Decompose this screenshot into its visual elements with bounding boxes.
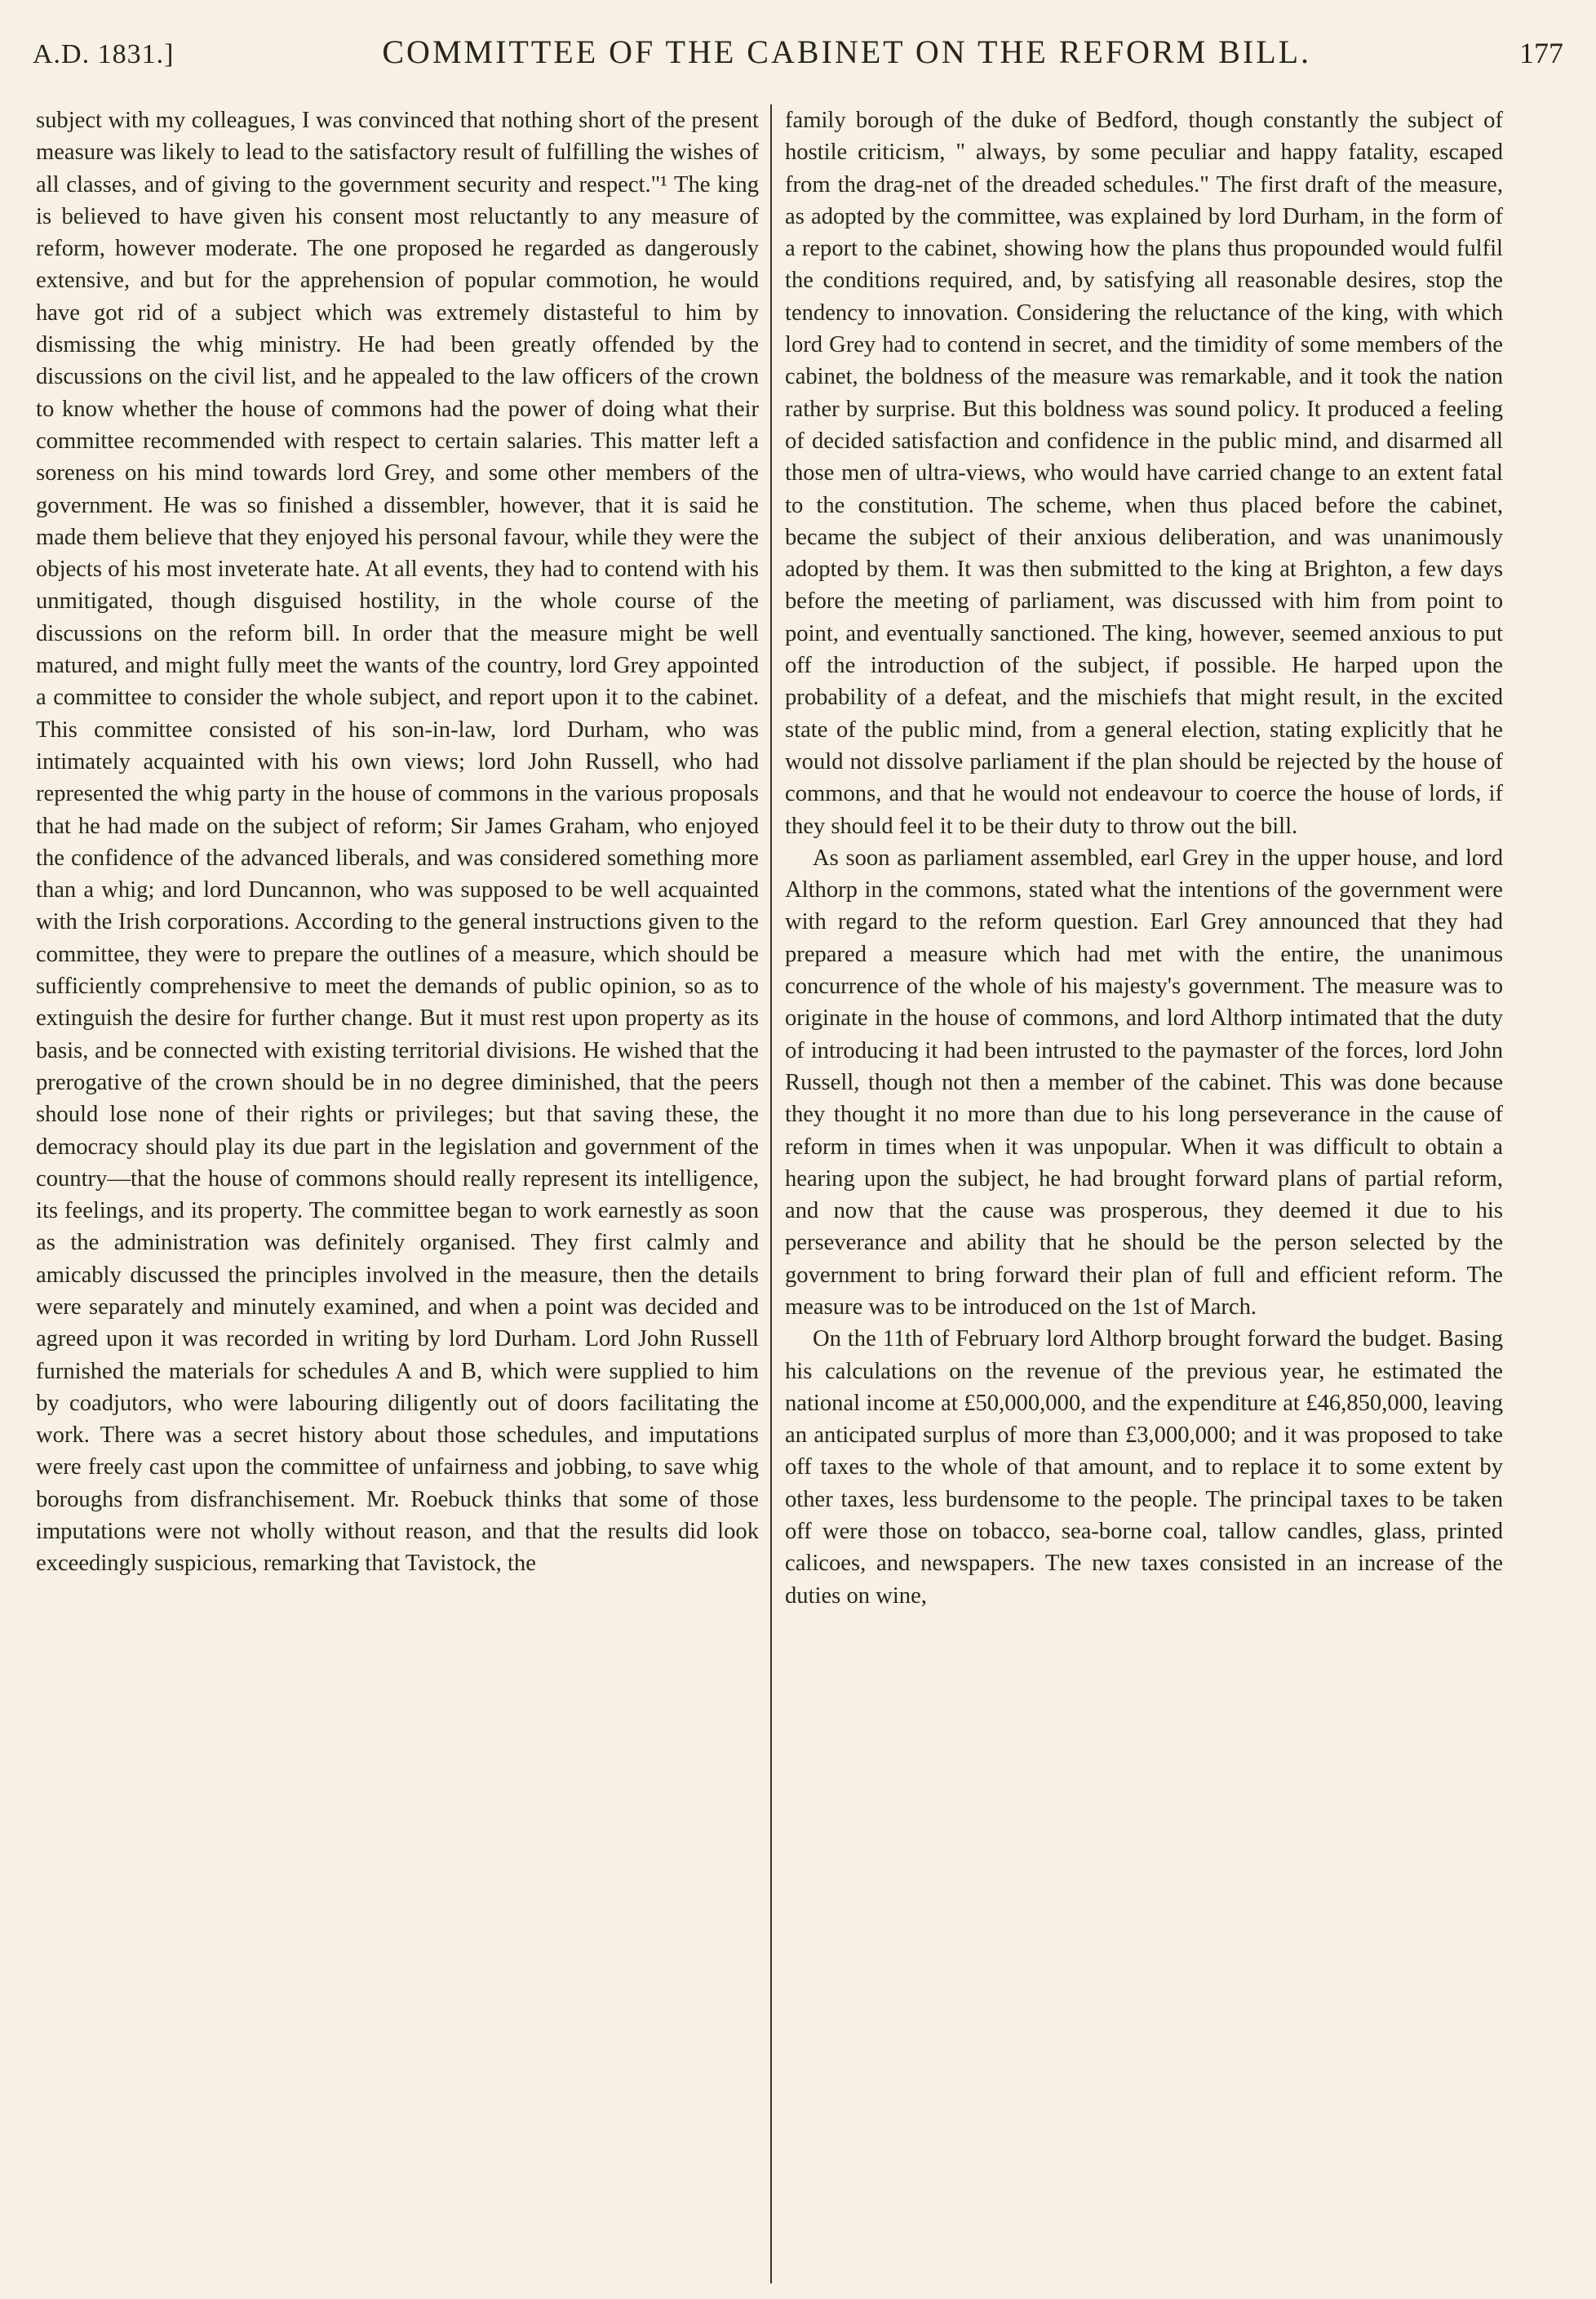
header-title: COMMITTEE OF THE CABINET ON THE REFORM BILL. (382, 33, 1312, 70)
paragraph: family borough of the duke of Bedford, though constantly the subject of hostile criticism, " always, by some peculiar and happy fatality, escaped from the drag-net of the dreaded schedules." The first draft of the measure, as adopted by the committee, was explained by lord Durham, in the form of a report to the cabinet, showing how the plans thus propounded would fulfil the conditions required, and, by satisfying all reasonable desires, stop the tendency to innovation. Considering the reluctance of the king, with which lord Grey had to contend in secret, and the timidity of some members of the cabinet, the boldness of the measure was remarkable, and it took the nation rather by surprise. But this boldness was sound policy. It produced a feeling of decided satisfaction and confidence in the public mind, and disarmed all those men of ultra-views, who would have carried change to an extent fatal to the constitution. The scheme, when thus placed before the cabinet, became the subject of their anxious deliberation, and was unanimously adopted by them. It was then submitted to the king at Brighton, a few days before the meeting of parliament, was discussed with him from point to point, and eventually sanctioned. The king, however, seemed anxious to put off the introduction of the subject, if possible. He harped upon the probability of a defeat, and the mischiefs that might result, in the excited state of the public mind, from a general election, stating explicitly that he would not dissolve parliament if the plan should be rejected by the house of commons, and that he would not endeavour to coerce the house of lords, if they should feel it to be their duty to throw out the bill. (785, 108, 1503, 839)
paragraph: subject with my colleagues, I was convinced that nothing short of the present measure was likely to lead to the satisfactory result of fulfilling the wishes of all classes, and of giving to the government security and respect."¹ The king is believed to have given his consent most reluctantly to any measure of reform, however moderate. The one proposed he regarded as dangerously extensive, and but for the apprehension of popular commotion, he would have got rid of a subject which was extremely distasteful to him by dismissing the whig ministry. He had been greatly offended by the discussions on the civil list, and he appealed to the law officers of the crown to know whether the house of commons had the power of doing what their committee recommended with respect to certain salaries. This matter left a soreness on his mind towards lord Grey, and some other members of the government. He was so finished a dissembler, however, that it is said he made them believe that they enjoyed his personal favour, while they were the objects of his most inveterate hate. At all events, they had to contend with his unmitigated, though disguised hostility, in the whole course of the discussions on the reform bill. In order that the measure might be well matured, and might fully meet the wants of the country, lord Grey appointed a committee to consider the whole subject, and report upon it to the cabinet. This committee consisted of his son-in-law, lord Durham, who was intimately acquainted with his own views; lord John Russell, who had represented the whig party in the house of commons in the various proposals that he had made on the subject of reform; Sir James Graham, who enjoyed the confidence of the advanced liberals, and was considered something more than a whig; and lord Duncannon, who was supposed to be well acquainted with the Irish corporations. According to the general instructions given to the committee, they were to prepare the outlines of a measure, which should be sufficiently comprehensive to meet the demands of public opinion, so as to extinguish the desire for further change. But it must rest upon property as its basis, and be connected with existing territorial divisions. He wished that the prerogative of the crown should be in no degree diminished, that the peers should lose none of their rights or privileges; but that saving these, the democracy should play its due part in the legislation and government of the country—that the house of commons should really represent its intelligence, its feelings, and its property. The committee began to work earnestly as soon as the administration was definitely organised. They first calmly and amicably discussed the principles involved in the measure, then the details were separately and minutely examined, and when a point was decided and agreed upon it was recorded in writing by lord Durham. Lord John Russell furnished the materials for schedules A and B, which were supplied to him by coadjutors, who were labouring diligently out of doors facilitating the work. There was a secret history about those schedules, and imputations were freely cast upon the committee of unfairness and jobbing, to save whig boroughs from disfranchisement. Mr. Roebuck thinks that some of those imputations were not wholly without reason, and that the results did look exceedingly suspicious, remarking that Tavistock, the (36, 108, 759, 1577)
header-year: A.D. 1831.] (33, 39, 175, 69)
running-header (33, 33, 1563, 90)
left-column (36, 104, 759, 2283)
paragraph: On the 11th of February lord Althorp brought forward the budget. Basing his calculations on the revenue of the previous year, he estimated the national income at £50,000,000, and the expenditure at £46,850,000, leaving an anticipated surplus of more than £3,000,000; and it was proposed to take off taxes to the whole of that amount, and to replace it to some extent by other taxes, less burdensome to the people. The principal taxes to be taken off were those on tobacco, sea-borne coal, tallow candles, glass, printed calicoes, and newspapers. The new taxes consisted in an increase of the duties on wine, (785, 1326, 1503, 1609)
column-divider (770, 104, 772, 2283)
right-column (785, 104, 1503, 2283)
paragraph: As soon as parliament assembled, earl Grey in the upper house, and lord Althorp in the commons, stated what the intentions of the government were with regard to the reform question. Earl Grey announced that they had prepared a measure which had met with the entire, the unanimous concurrence of the whole of his majesty's government. The measure was to originate in the house of commons, and lord Althorp intimated that the duty of introducing it had been intrusted to the paymaster of the forces, lord John Russell, though not then a member of the cabinet. This was done because they thought it no more than due to his long perseverance in the cause of reform in times when it was unpopular. When it was difficult to obtain a hearing upon the subject, he had brought forward plans of partial reform, and now that the cause was prosperous, they deemed it due to his perseverance and ability that he should be the person selected by the government to bring forward their plan of full and efficient reform. The measure was to be introduced on the 1st of March. (785, 845, 1503, 1320)
page-number: 177 (1519, 37, 1563, 69)
